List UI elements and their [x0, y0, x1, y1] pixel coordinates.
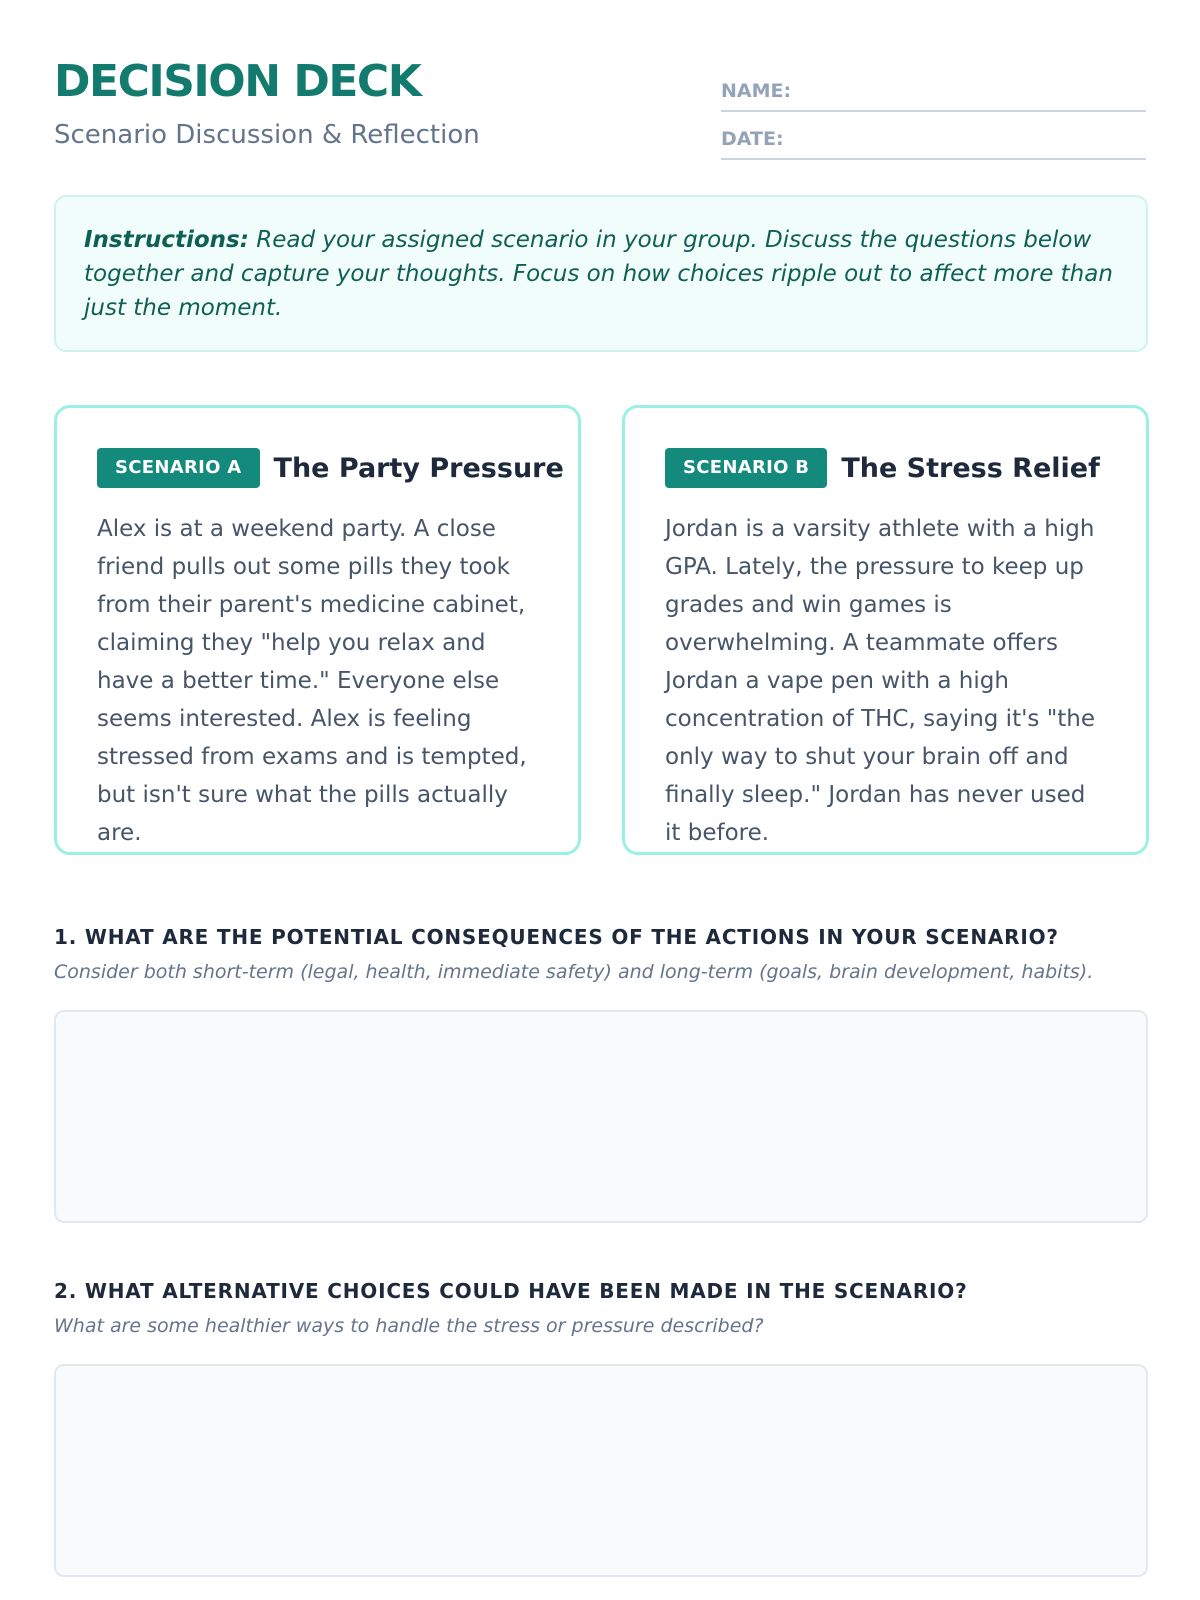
instructions-text: Read your assigned scenario in your group. Discuss the questions below together and capture your thoughts. Focus on how choices ripple out to affect more than just the moment. [84, 227, 1113, 321]
scenario-card-a [54, 405, 581, 855]
instructions-box [54, 195, 1148, 352]
question-title: 1. WHAT ARE THE POTENTIAL CONSEQUENCES OF THE ACTIONS IN YOUR SCENARIO? [54, 925, 1059, 949]
answer-box-2[interactable] [54, 1364, 1148, 1577]
question-hint: What are some healthier ways to handle the stress or pressure described? [54, 1315, 764, 1337]
question-title: 2. WHAT ALTERNATIVE CHOICES COULD HAVE BEEN MADE IN THE SCENARIO? [54, 1279, 968, 1303]
instructions-lead: Instructions: [84, 227, 249, 253]
answer-box-1[interactable] [54, 1010, 1148, 1223]
question-1 [54, 925, 1148, 983]
student-info-fields [721, 64, 1146, 160]
scenario-body: Alex is at a weekend party. A close friend pulls out some pills they took from their parent's medicine cabinet, claiming they "help you relax and have a better time." Everyone else seems interested. Alex is feeling stressed from exams and is tempted, but isn't sure what the pills actually are. [97, 516, 527, 846]
scenario-title: The Stress Relief [841, 452, 1100, 484]
scenario-title: The Party Pressure [273, 452, 564, 484]
scenario-badge: SCENARIO A [97, 448, 260, 488]
name-field[interactable] [721, 64, 1146, 112]
scenario-header [665, 448, 1106, 488]
page-subtitle: Scenario Discussion & Reflection [54, 120, 480, 150]
question-2 [54, 1279, 1148, 1337]
scenario-badge: SCENARIO B [665, 448, 827, 488]
scenario-card-b [622, 405, 1149, 855]
date-field[interactable] [721, 112, 1146, 160]
scenario-body: Jordan is a varsity athlete with a high GPA. Lately, the pressure to keep up grades and win games is overwhelming. A teammate offers Jordan a vape pen with a high concentration of THC, saying it's "the only way to shut your brain off and finally sleep." Jordan has never used it before. [665, 516, 1096, 846]
name-label: NAME: [721, 80, 792, 102]
date-label: DATE: [721, 128, 784, 150]
page-title: DECISION DECK [54, 56, 421, 107]
header [54, 0, 1146, 190]
question-hint: Consider both short-term (legal, health, immediate safety) and long-term (goals, brain development, habits). [54, 961, 1094, 983]
scenario-header [97, 448, 564, 488]
